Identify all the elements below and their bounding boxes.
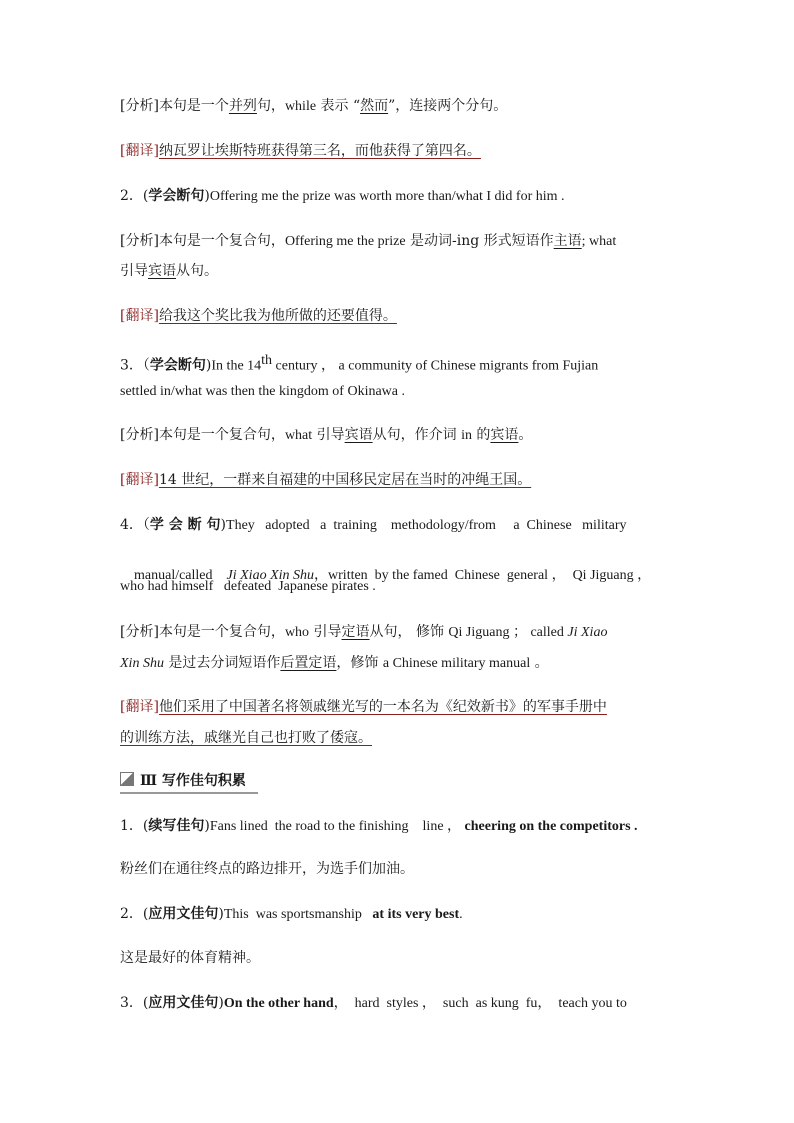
book-title: Ji Xiao Xin Shu [226, 568, 315, 583]
text: Qi Jiguang ； called [448, 625, 568, 640]
s1-analysis [120, 96, 678, 117]
book-title: Xin Shu [120, 656, 164, 671]
english-sentence: Fans lined the road to the finishing line ， [209, 819, 462, 834]
w1-sentence [120, 816, 678, 837]
text: ) [204, 188, 210, 204]
text: 本句是一个复合句， [158, 233, 285, 249]
s2-translation [120, 306, 678, 326]
item-tag: 学 会 断 句 [149, 517, 221, 533]
english-sentence: century ， a community of Chinese migrants from Fujian [272, 358, 599, 374]
item-number: 2．( [120, 906, 149, 922]
item-number: 1．( [120, 818, 149, 834]
translation-tag: [翻译] [120, 699, 159, 715]
text: 本句是一个复合句， [158, 624, 285, 640]
s2-analysis-line2 [120, 261, 678, 281]
underlined-term: 宾语 [148, 263, 176, 279]
underlined-term: 宾语 [490, 427, 519, 443]
s4-translation-line2 [120, 728, 678, 748]
highlight-phrase: at its very best [372, 907, 460, 922]
english-sentence: Offering me the prize was worth more than/what I did for him . [209, 189, 565, 204]
analysis-tag: [分析] [120, 427, 159, 443]
w2-translation: 这是最好的体育精神。 [120, 950, 260, 966]
item-tag: 学会断句 [149, 357, 206, 374]
underlined-term: 定语 [341, 624, 370, 640]
underlined-term: 后置定语 [280, 655, 337, 671]
section-title: Ⅲ 写作佳句积累 [140, 773, 246, 789]
item-number: 2．( [120, 188, 149, 204]
s4-analysis-line2 [120, 653, 678, 674]
analysis-tag: [分析] [120, 624, 159, 640]
item-number: 3．（ [120, 357, 150, 374]
text: ，修饰 [336, 655, 383, 671]
text: while [284, 99, 317, 114]
text: ) [220, 517, 227, 533]
text: in [461, 428, 472, 443]
text: ) [204, 818, 210, 834]
s4-sentence [120, 515, 678, 536]
translation-text: 14 世纪，一群来自福建的中国移民定居在当时的冲绳王国。 [158, 472, 532, 488]
text: ) [218, 906, 224, 922]
underlined-term: 并列 [228, 98, 257, 114]
analysis-tag: [分析] [120, 233, 159, 249]
translation-text: 纳瓦罗让埃斯特班获得第三名，而他获得了第四名。 [158, 143, 481, 159]
highlight-phrase: On the other hand [223, 996, 334, 1011]
text: 表示 “ [316, 98, 361, 114]
s4-analysis [120, 622, 678, 643]
text: 从句， 修饰 [369, 624, 449, 640]
text: Offering me the prize [284, 234, 406, 249]
text: 是过去分词短语作 [163, 655, 281, 671]
s3-sentence [120, 351, 678, 377]
underlined-term: 主语 [553, 233, 582, 249]
s3-sentence-line2: settled in/what was then the kingdom of Okinawa . [120, 384, 405, 399]
s4-sentence-line3: who had himself defeated Japanese pirates . [120, 579, 376, 594]
s1-translation [120, 141, 678, 161]
w2-sentence [120, 904, 678, 925]
book-title: Ji Xiao [567, 625, 608, 640]
s3-translation [120, 470, 678, 490]
text: 。 [518, 427, 533, 443]
english-sentence: They adopted a training methodology/from a Chinese military [226, 518, 627, 533]
text: 引导 [120, 263, 148, 279]
item-tag: 应用文佳句 [148, 906, 219, 922]
text: manual/called [134, 568, 227, 583]
text: 引导 [312, 427, 345, 443]
text: 是动词-ing 形式短语作 [405, 233, 554, 249]
text: 引导 [309, 624, 342, 640]
s3-analysis [120, 425, 678, 446]
s2-analysis [120, 231, 678, 252]
w1-translation: 粉丝们在通往终点的路边排开，为选手们加油。 [120, 861, 414, 877]
text: 本句是一个复合句， [158, 427, 285, 443]
text: . [459, 907, 463, 922]
superscript: th [261, 353, 273, 368]
text: ”，连接两个分句。 [388, 98, 508, 114]
s4-translation [120, 697, 678, 717]
item-tag: 应用文佳句 [148, 995, 219, 1011]
english-sentence: In the 14 [211, 358, 262, 374]
translation-tag: [翻译] [120, 308, 159, 324]
english-sentence: This was sportsmanship [223, 907, 373, 922]
section-marker-icon [120, 772, 134, 786]
translation-text: 的训练方法，戚继光自己也打败了倭寇。 [120, 730, 372, 746]
s4-sentence-line2 [120, 546, 678, 606]
item-tag: 学会断句 [148, 188, 205, 204]
translation-tag: [翻译] [120, 143, 159, 159]
underlined-term: 宾语 [344, 427, 373, 443]
text: 从句，作介词 [372, 427, 462, 443]
english-sentence: ， hard styles ， such as kung fu， teach you to [333, 996, 627, 1011]
item-number: 3．( [120, 995, 149, 1011]
item-number: 4．（ [120, 517, 150, 533]
s2-sentence [120, 186, 678, 207]
text: ) [205, 357, 212, 374]
analysis-tag: [分析] [120, 98, 159, 114]
text: 的 [471, 427, 491, 443]
translation-text: 他们采用了中国著名将领戚继光写的一本名为《纪效新书》的军事手册中 [158, 699, 607, 715]
highlight-phrase: cheering on the competitors . [461, 819, 638, 834]
translation-text: 给我这个奖比我为他所做的还要值得。 [158, 308, 397, 324]
translation-tag: [翻译] [120, 472, 159, 488]
section-heading [120, 771, 258, 794]
text: ) [218, 995, 224, 1011]
text: ; what [581, 234, 617, 249]
text: ，written by the famed Chinese general ， Qi Jiguang ， [314, 568, 652, 583]
text: who [284, 625, 310, 640]
w3-sentence [120, 993, 678, 1014]
text: 。 [530, 655, 549, 671]
text: 本句是一个 [158, 98, 229, 114]
text: 句， [256, 98, 285, 114]
item-tag: 续写佳句 [148, 818, 205, 834]
underlined-term: 然而 [360, 98, 389, 114]
text: 从句。 [176, 263, 218, 279]
text: a Chinese military manual [382, 656, 531, 671]
text: what [284, 428, 313, 443]
